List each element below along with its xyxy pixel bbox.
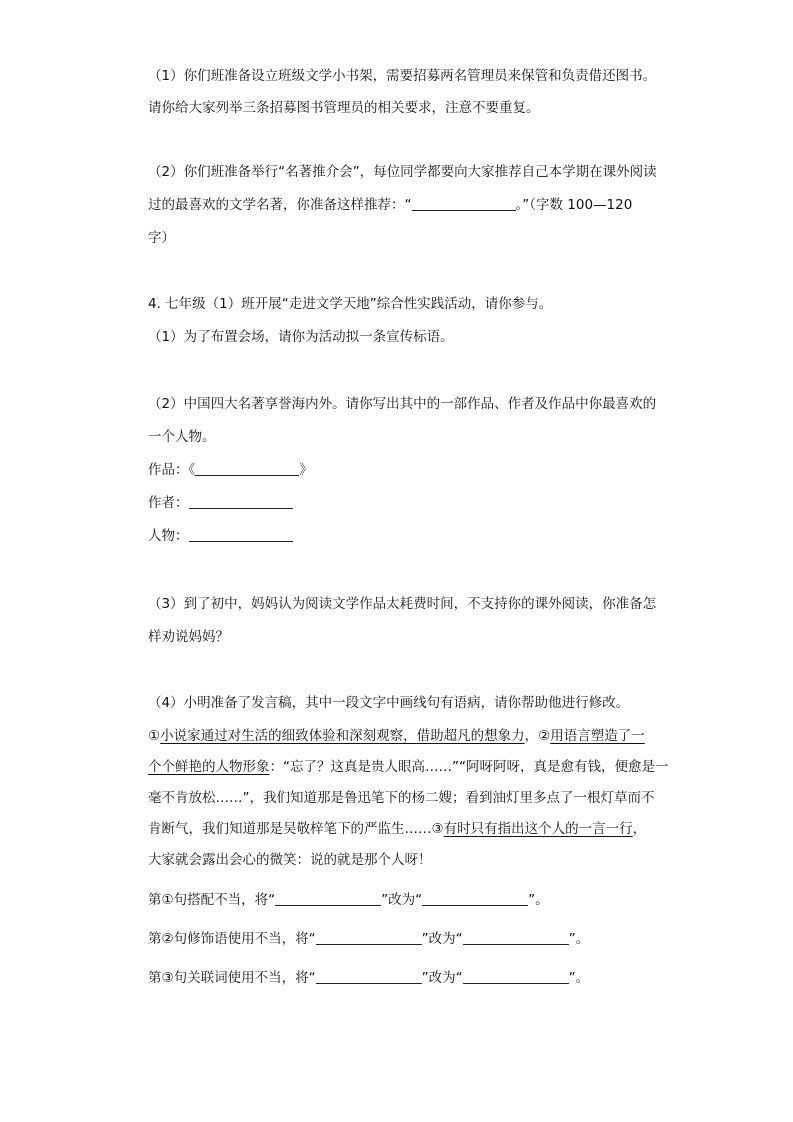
q4-p2-line1: （2）中国四大名著享誉海内外。请你写出其中的一部作品、作者及作品中你最喜欢的 — [148, 396, 657, 412]
q3-p2-line2 — [148, 195, 632, 215]
q3-p2-line1: （2）你们班准备举行“名著推介会”，每位同学都要向大家推荐自己本学期在课外阅读 — [148, 164, 657, 180]
q3-p2-line2-text-a: 过的最喜欢的文学名著，你准备这样推荐：“ — [148, 197, 412, 213]
character-field-row — [148, 526, 293, 546]
passage-comma: ， — [524, 728, 539, 744]
work-field-row — [148, 460, 313, 480]
sentence3-underlined: 有时只有指出这个人的一言一行 — [443, 821, 633, 837]
recommend-answer-blank[interactable] — [412, 196, 516, 211]
sentence1-underlined: 小说家通过对生活的细致体验和深刻观察，借助超凡的想象力 — [160, 728, 525, 744]
passage-line4 — [148, 819, 646, 839]
character-answer-blank[interactable] — [189, 527, 293, 542]
fix3-revised-blank[interactable] — [463, 969, 569, 984]
q4-p2-line2: 一个人物。 — [148, 429, 216, 445]
q3-p1-line2: 请你给大家列举三条招募图书管理员的相关要求，注意不要重复。 — [148, 100, 540, 116]
sentence2-underlined-b: 个个鲜艳的人物形象 — [148, 759, 270, 775]
q3-p2-line2-text-b: 。”（字数 100—120 — [515, 197, 633, 213]
fix3-row — [148, 968, 589, 988]
fix1-label: 第①句搭配不当，将“ — [148, 892, 276, 908]
work-answer-blank[interactable] — [195, 461, 299, 476]
fix1-change-to: ”改为“ — [381, 892, 423, 908]
sentence1-marker: ① — [148, 728, 161, 744]
work-label: 作品：《 — [148, 462, 196, 478]
passage-line4-end: ， — [632, 821, 647, 837]
passage-line2 — [148, 757, 668, 777]
q4-p3-line2: 样劝说妈妈？ — [148, 629, 229, 645]
fix2-end: ”。 — [568, 931, 590, 947]
work-close-bracket: 》 — [299, 462, 313, 478]
author-field-row — [148, 493, 293, 513]
fix3-change-to: ”改为“ — [421, 970, 463, 986]
q3-p1-line1: （1）你们班准备设立班级文学小书架，需要招募两名管理员来保管和负责借还图书。 — [148, 68, 657, 84]
fix1-row — [148, 890, 549, 910]
fix1-end: ”。 — [528, 892, 549, 908]
q4-p3-line1: （3）到了初中，妈妈认为阅读文学作品太耗费时间，不支持你的课外阅读，你准备怎 — [148, 596, 657, 612]
fix1-revised-blank[interactable] — [422, 891, 528, 906]
fix3-label: 第③句关联词使用不当，将“ — [148, 970, 316, 986]
character-label: 人物： — [148, 528, 189, 544]
fix3-end: ”。 — [568, 970, 590, 986]
sentence2-underlined-a: 用语言塑造了一 — [550, 728, 645, 744]
fix2-label: 第②句修饰语使用不当，将“ — [148, 931, 316, 947]
q4-intro: 4. 七年级（1）班开展“走进文学天地”综合性实践活动，请你参与。 — [148, 296, 553, 312]
passage-line2-rest: ：“忘了？这真是贵人眼高……”“阿呀阿呀，真是愈有钱，便愈是一 — [269, 759, 669, 775]
passage-line1 — [148, 726, 645, 746]
fix1-original-blank[interactable] — [275, 891, 381, 906]
sentence2-marker: ② — [538, 728, 551, 744]
sentence3-marker: ③ — [431, 821, 444, 837]
fix2-change-to: ”改为“ — [421, 931, 463, 947]
q4-p1: （1）为了布置会场，请你为活动拟一条宣传标语。 — [148, 329, 454, 345]
passage-line5: 大家就会露出会心的微笑：说的就是那个人呀！ — [148, 852, 432, 868]
passage-line4-text: 肯断气，我们知道那是吴敬梓笔下的严监生…… — [148, 821, 432, 837]
q3-p2-line3: 字） — [148, 230, 175, 246]
q4-p4-line1: （4）小明准备了发言稿，其中一段文字中画线句有语病，请你帮助他进行修改。 — [148, 695, 630, 711]
author-answer-blank[interactable] — [189, 494, 293, 509]
fix3-original-blank[interactable] — [316, 969, 422, 984]
author-label: 作者： — [148, 495, 189, 511]
passage-line3: 毫不肯放松……”，我们知道那是鲁迅笔下的杨二嫂；看到油灯里多点了一根灯草而不 — [148, 790, 655, 806]
fix2-revised-blank[interactable] — [463, 930, 569, 945]
fix2-row — [148, 929, 589, 949]
fix2-original-blank[interactable] — [316, 930, 422, 945]
